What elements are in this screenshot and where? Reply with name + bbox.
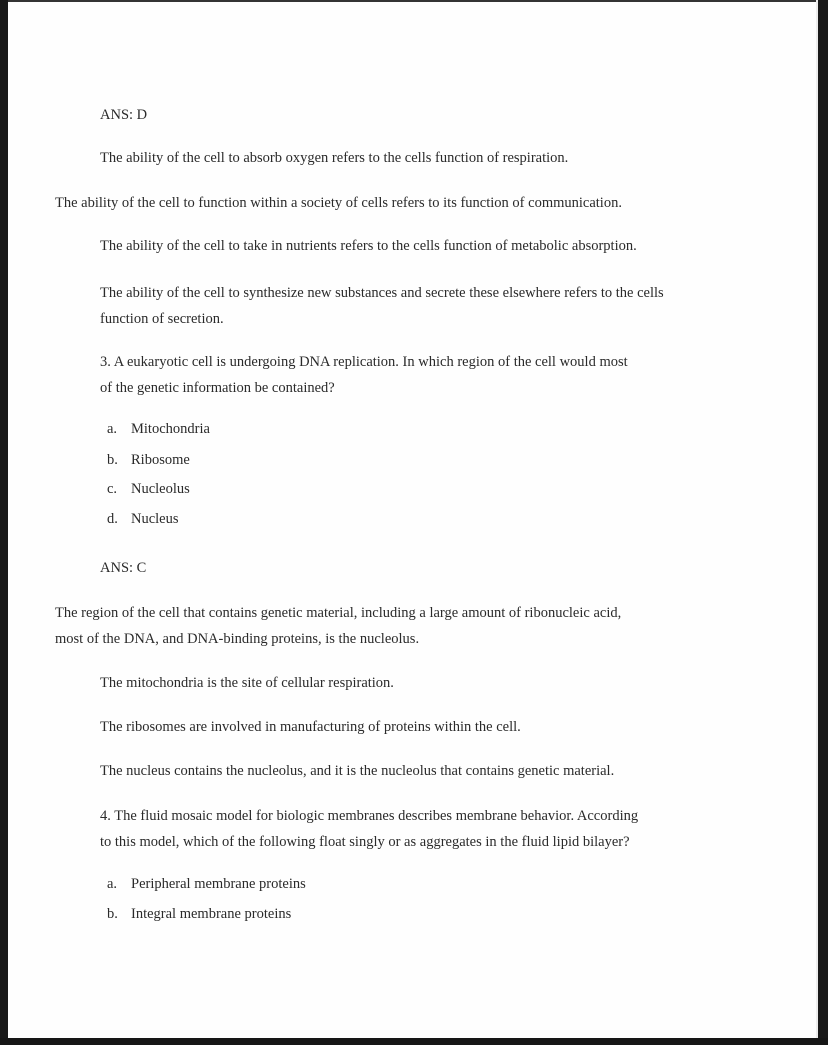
rationale-nucleus: The nucleus contains the nucleolus, and it is the nucleolus that contains genetic material. [100, 763, 615, 779]
option-letter: a. [107, 876, 118, 892]
question-3-text [100, 349, 628, 401]
rationale-metabolic: The ability of the cell to take in nutrients refers to the cells function of metabolic absorption. [100, 238, 637, 254]
rationale-communication: The ability of the cell to function within a society of cells refers to its function of communication. [55, 195, 622, 211]
option-text: Nucleolus [131, 481, 190, 497]
option-letter: b. [107, 452, 118, 468]
question-3-option-d [107, 506, 179, 532]
question-3-option-b [107, 447, 190, 473]
question-4-text [100, 803, 638, 855]
question-3-line2: of the genetic information be contained? [100, 380, 335, 396]
answer-line-d: ANS: D [100, 107, 148, 123]
right-bezel [816, 0, 828, 1045]
question-3-option-c [107, 476, 190, 502]
option-text: Nucleus [131, 511, 179, 527]
bottom-bezel [0, 1038, 828, 1045]
rationale-secretion-line2: function of secretion. [100, 311, 224, 327]
question-3-line1: 3. A eukaryotic cell is undergoing DNA replication. In which region of the cell would most [100, 354, 628, 370]
question-4-option-b [107, 901, 291, 927]
rationale-nucleolus [55, 600, 621, 652]
rationale-secretion [100, 280, 664, 332]
rationale-nucleolus-line2: most of the DNA, and DNA-binding proteins, is the nucleolus. [55, 631, 420, 647]
rationale-secretion-line1: The ability of the cell to synthesize new substances and secrete these elsewhere refers to the cells [100, 285, 664, 301]
rationale-nucleolus-line1: The region of the cell that contains genetic material, including a large amount of ribonucleic acid, [55, 605, 622, 621]
option-letter: b. [107, 906, 118, 922]
left-bezel [0, 0, 8, 1045]
rationale-mitochondria: The mitochondria is the site of cellular respiration. [100, 675, 394, 691]
option-text: Integral membrane proteins [131, 906, 292, 922]
rationale-respiration: The ability of the cell to absorb oxygen refers to the cells function of respiration. [100, 150, 569, 166]
rationale-ribosomes: The ribosomes are involved in manufacturing of proteins within the cell. [100, 719, 521, 735]
question-4-line2: to this model, which of the following float singly or as aggregates in the fluid lipid bilayer? [100, 834, 630, 850]
question-3-option-a [107, 416, 210, 442]
top-bezel [0, 0, 828, 2]
option-text: Ribosome [131, 452, 190, 468]
option-letter: c. [107, 481, 118, 497]
question-4-line1: 4. The fluid mosaic model for biologic membranes describes membrane behavior. According [100, 808, 639, 824]
answer-line-c: ANS: C [100, 560, 147, 576]
option-text: Mitochondria [131, 421, 210, 437]
option-letter: d. [107, 511, 118, 527]
option-text: Peripheral membrane proteins [131, 876, 306, 892]
question-4-option-a [107, 871, 306, 897]
option-letter: a. [107, 421, 118, 437]
